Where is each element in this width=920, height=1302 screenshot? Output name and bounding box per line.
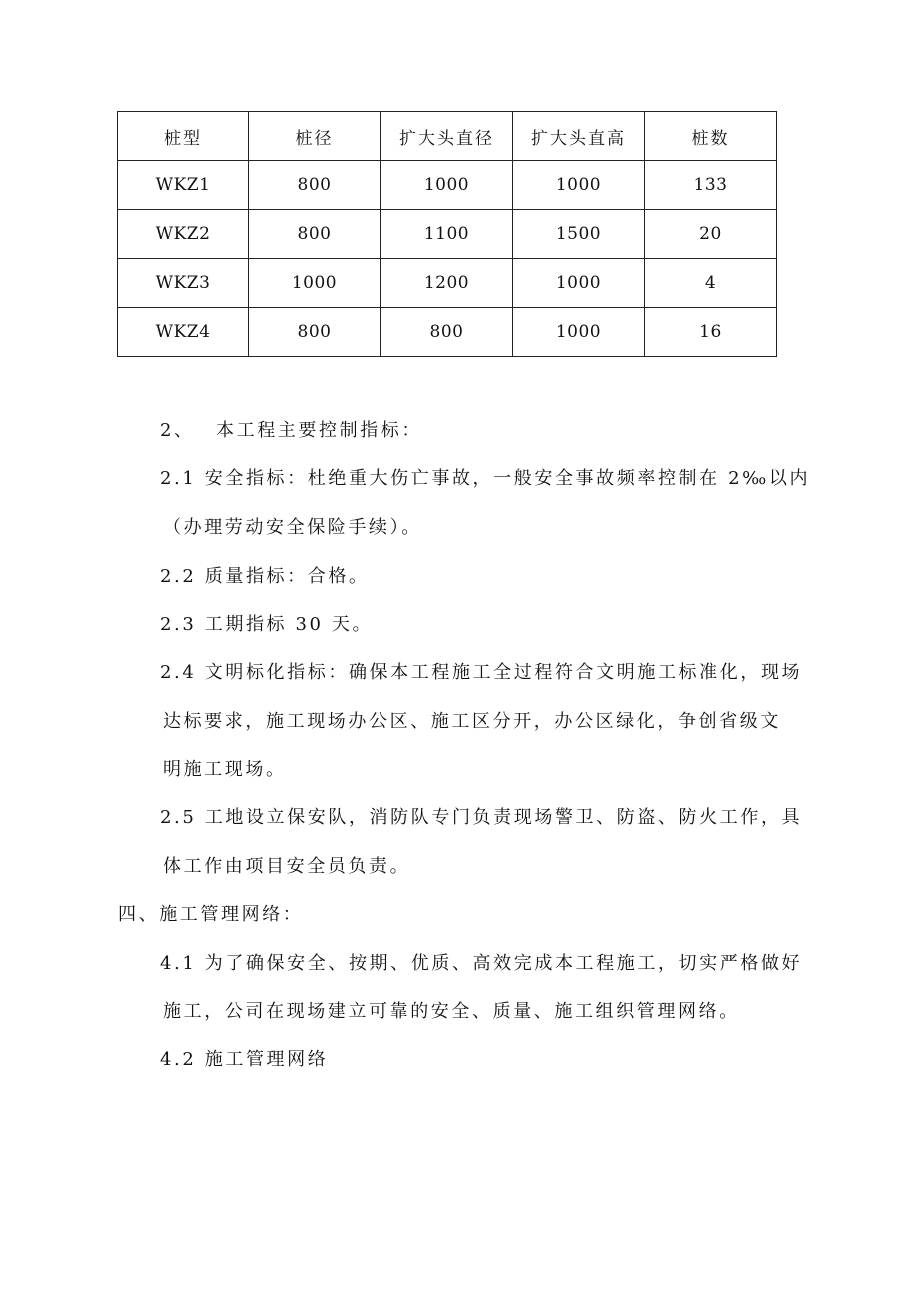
- header-enlarged-head-diameter: 扩大头直径: [381, 112, 513, 161]
- item-4-2: 4.2 施工管理网络: [160, 1049, 329, 1070]
- table-cell: 800: [381, 308, 513, 357]
- table-cell: 16: [645, 308, 777, 357]
- item-4-1-line2: 施工，公司在现场建立可靠的安全、质量、施工组织管理网络。: [163, 1001, 740, 1022]
- table-cell: 1500: [513, 210, 645, 259]
- table-cell: 1000: [513, 308, 645, 357]
- item-2-5-line2: 体工作由项目安全员负责。: [163, 856, 411, 877]
- table-cell: 800: [249, 161, 381, 210]
- table-header-row: [118, 112, 777, 161]
- table-row: [118, 161, 777, 210]
- table-cell: 133: [645, 161, 777, 210]
- table-cell: 1000: [249, 259, 381, 308]
- item-4-1-line1: 4.1 为了确保安全、按期、优质、高效完成本工程施工，切实严格做好: [160, 953, 803, 974]
- item-2-3: 2.3 工期指标 30 天。: [160, 614, 374, 635]
- table-row: [118, 210, 777, 259]
- item-2-4-line1: 2.4 文明标化指标：确保本工程施工全过程符合文明施工标准化，现场: [160, 662, 803, 683]
- pile-table: [117, 111, 777, 357]
- table-cell: 1000: [513, 259, 645, 308]
- header-pile-type: 桩型: [118, 112, 249, 161]
- item-2-4-line2: 达标要求，施工现场办公区、施工区分开，办公区绿化，争创省级文: [163, 711, 781, 732]
- table-cell: 1100: [381, 210, 513, 259]
- table-cell: WKZ3: [118, 259, 249, 308]
- table-row: [118, 259, 777, 308]
- header-pile-count: 桩数: [645, 112, 777, 161]
- table-cell: 1200: [381, 259, 513, 308]
- table-cell: 20: [645, 210, 777, 259]
- item-2-1-line1: 2.1 安全指标：杜绝重大伤亡事故，一般安全事故频率控制在 2‰以内: [160, 468, 811, 489]
- section-2-number: 2、: [160, 420, 195, 441]
- table-cell: WKZ4: [118, 308, 249, 357]
- header-pile-diameter: 桩径: [249, 112, 381, 161]
- table-cell: WKZ1: [118, 161, 249, 210]
- item-2-5-line1: 2.5 工地设立保安队，消防队专门负责现场警卫、防盗、防火工作，具: [160, 807, 803, 828]
- table-cell: 800: [249, 308, 381, 357]
- table-cell: 1000: [513, 161, 645, 210]
- table-row: [118, 308, 777, 357]
- table-cell: 1000: [381, 161, 513, 210]
- section-2-title: 本工程主要控制指标：: [216, 420, 422, 441]
- item-2-2: 2.2 质量指标：合格。: [160, 566, 370, 587]
- item-2-1-line2: （办理劳动安全保险手续）。: [163, 517, 422, 538]
- table-cell: 4: [645, 259, 777, 308]
- header-enlarged-head-height: 扩大头直高: [513, 112, 645, 161]
- item-2-4-line3: 明施工现场。: [163, 759, 287, 780]
- table-cell: 800: [249, 210, 381, 259]
- table-cell: WKZ2: [118, 210, 249, 259]
- section-4-heading: 四、施工管理网络：: [118, 904, 304, 925]
